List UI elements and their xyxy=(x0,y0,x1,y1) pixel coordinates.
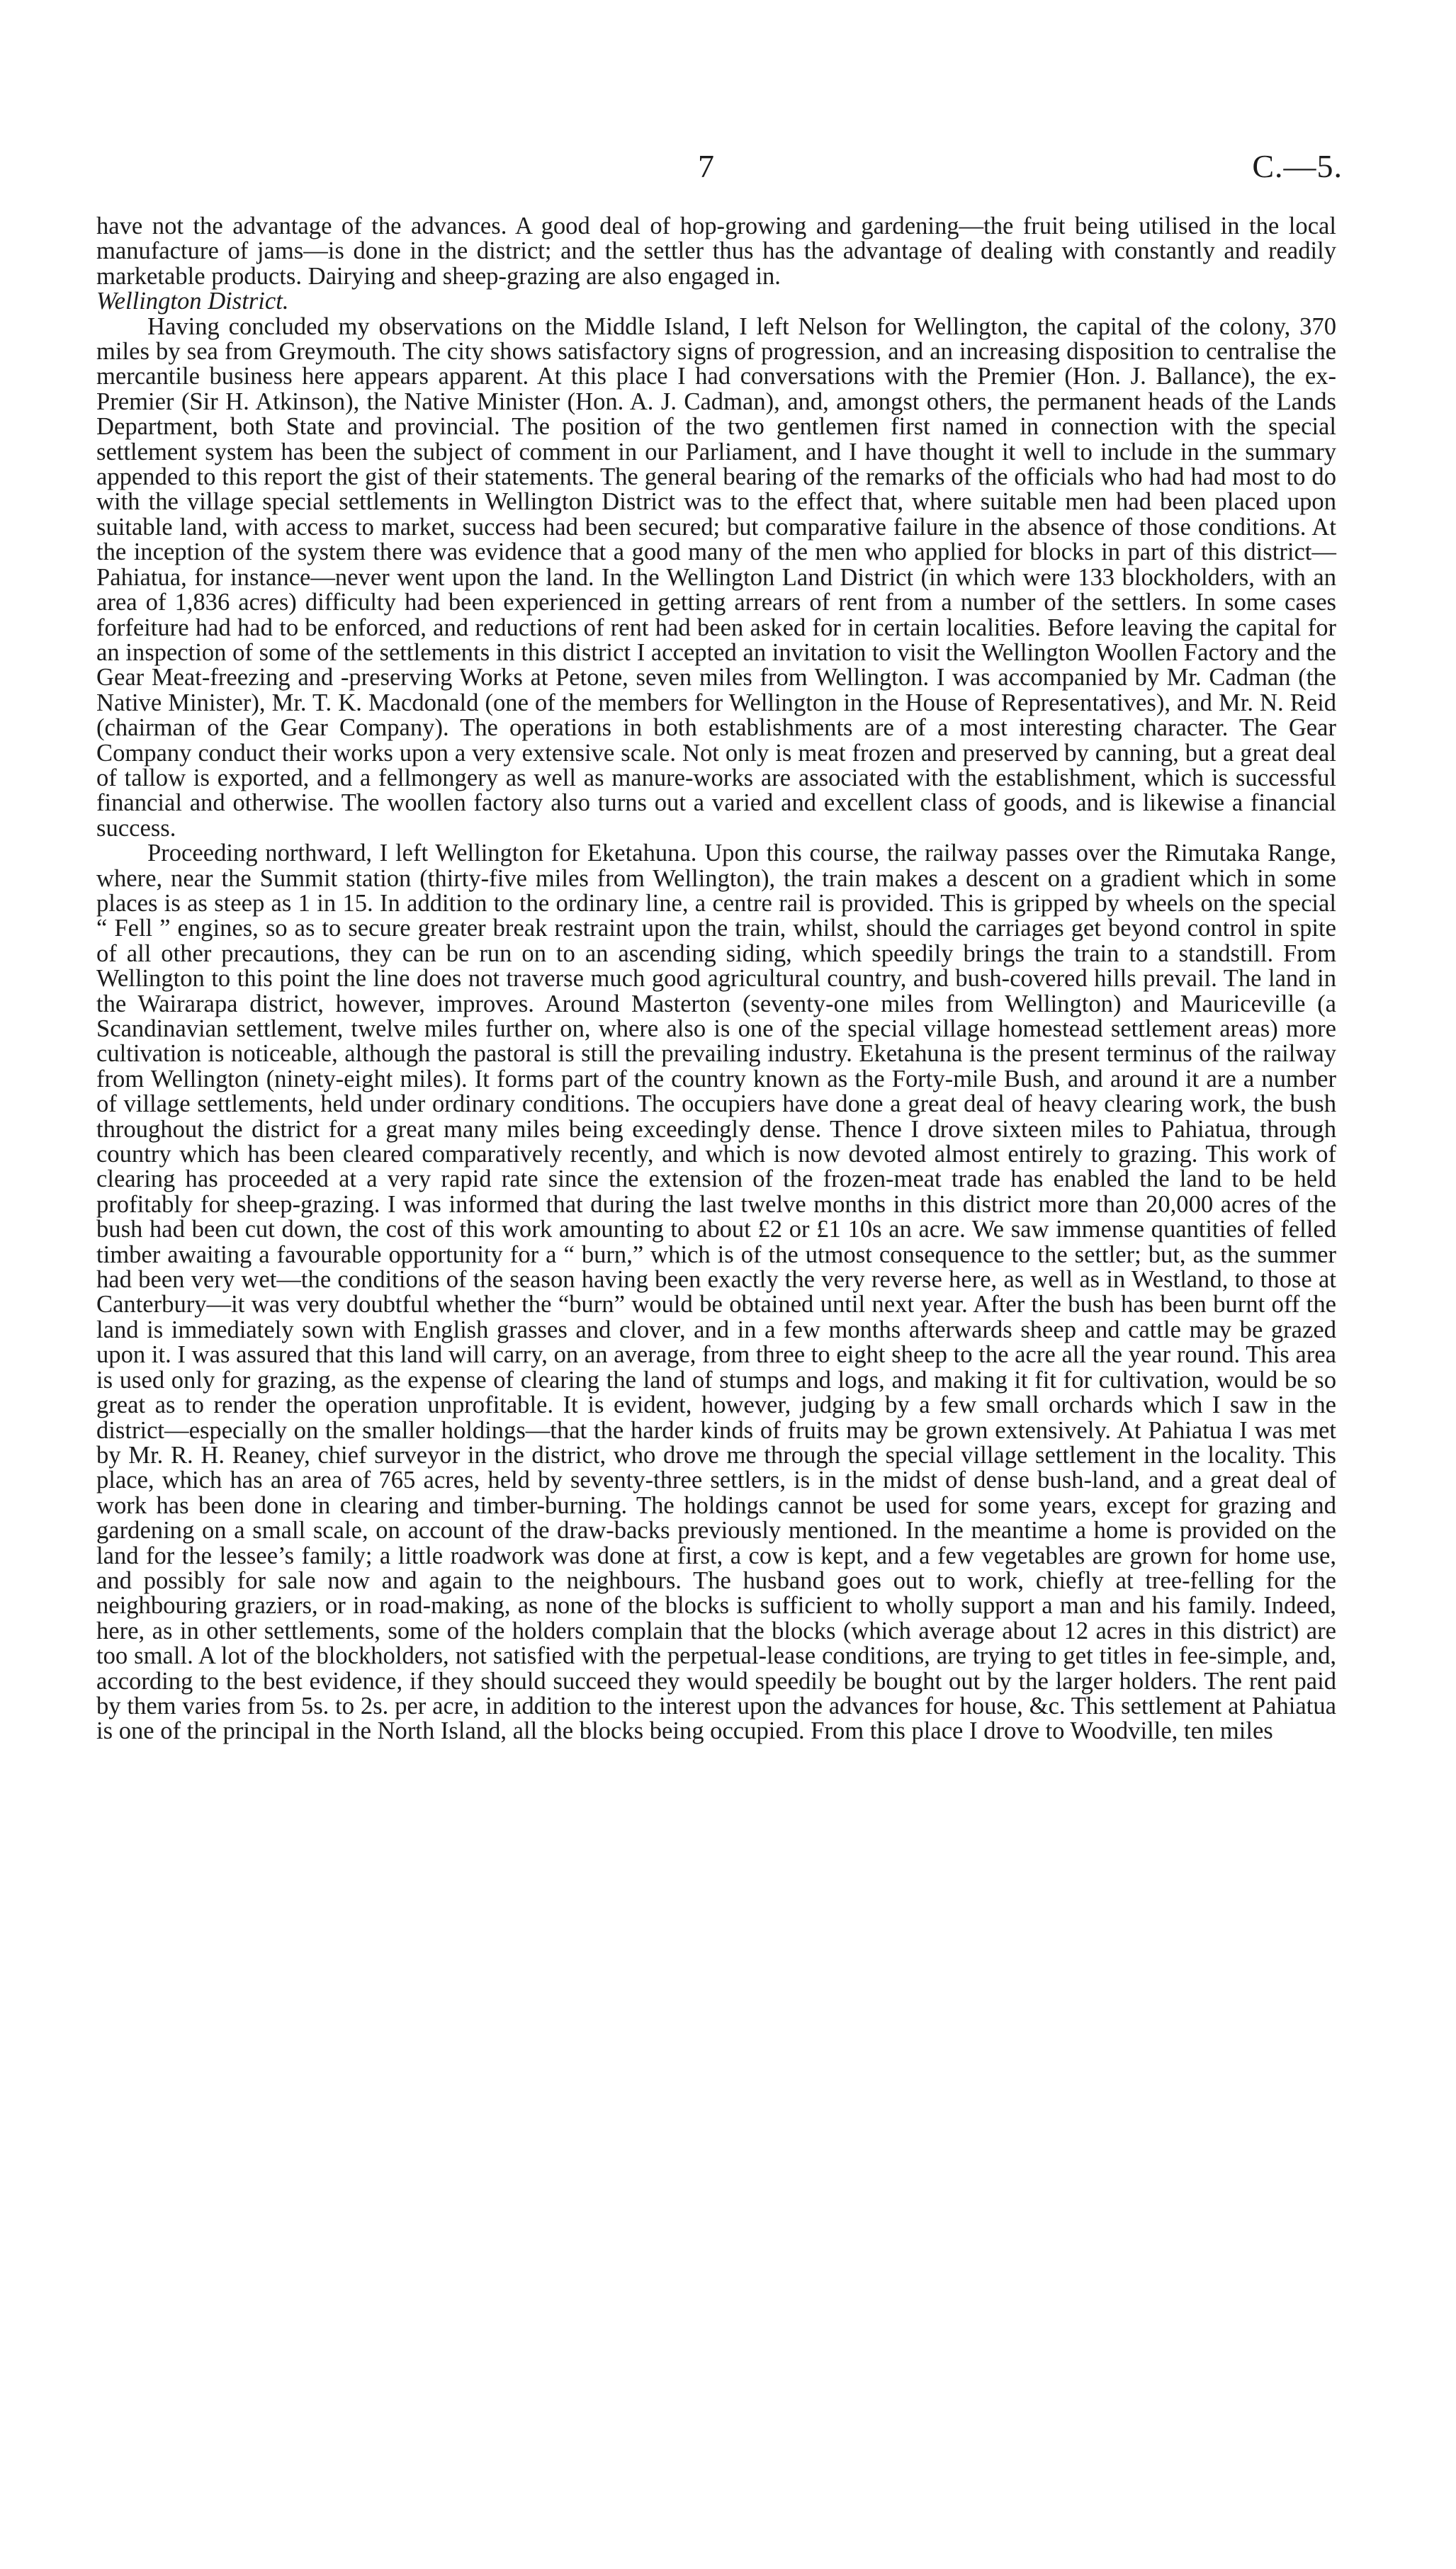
page-number: 7 xyxy=(698,148,714,184)
paragraph-northward: Proceeding northward, I left Wellington for Eketahuna. Upon this course, the railway passes over the Rimutaka Range, where, near the Summit station (thirty-five miles from Wellington), the train makes a descent on a gradient which in some places is as steep as 1 in 15. In addition to the ordinary line, a centre rail is provided. This is gripped by wheels on the special “ Fell ” engines, so as to secure greater break restraint upon the train, whilst, should the carriages get beyond control in spite of all other precautions, they can be run on to an ascending siding, which speedily brings the train to a standstill. From Wellington to this point the line does not traverse much good agricultural country, and bush-covered hills prevail. The land in the Wairarapa district, however, improves. Around Masterton (seventy-one miles from Wellington) and Mauriceville (a Scandinavian settlement, twelve miles further on, where also is one of the special village homestead settlement areas) more cultivation is noticeable, although the pastoral is still the prevailing industry. Eketahuna is the present terminus of the railway from Wellington (ninety-eight miles). It forms part of the country known as the Forty-mile Bush, and around it are a number of village settlements, held under ordinary conditions. The occupiers have done a great deal of heavy clearing work, the bush throughout the district for a great many miles being exceedingly dense. Thence I drove sixteen miles to Pahiatua, through country which has been cleared comparatively recently, and which is now devoted almost entirely to grazing. This work of clearing has proceeded at a very rapid rate since the extension of the frozen-meat trade has enabled the land to be held profitably for sheep-grazing. I was informed that during the last twelve months in this district more than 20,000 acres of the bush had been cut down, the cost of this work amounting to about £2 or £1 10s an acre. We saw immense quantities of felled timber awaiting a favourable opportunity for a “ burn,” which is of the utmost consequence to the settler; but, as the summer had been very wet—the conditions of the season having been exactly the very reverse here, as well as in Westland, to those at Canterbury—it was very doubtful whether the “burn” would be obtained until next year. After the bush has been burnt off the land is immediately sown with English grasses and clover, and in a few months afterwards sheep and cattle may be grazed upon it. I was assured that this land will carry, on an average, from three to eight sheep to the acre all the year round. This area is used only for grazing, as the expense of clearing the land of stumps and logs, and making it fit for cultivation, would be so great as to render the operation unprofitable. It is evident, however, judging by a few small orchards which I saw in the district—especially on the smaller holdings—that the harder kinds of fruits may be grown extensively. At Pahiatua I was met by Mr. R. H. Reaney, chief surveyor in the district, who drove me through the special village settlement in the locality. This place, which has an area of 765 acres, held by seventy-three settlers, is in the midst of dense bush-land, and a great deal of work has been done in clearing and timber-burning. The holdings cannot be used for some years, except for grazing and gardening on a small scale, on account of the draw-backs previously mentioned. In the meantime a home is provided on the land for the lessee’s family; a little roadwork was done at first, a cow is kept, and a few vegetables are grown for home use, and possibly for sale now and again to the neighbours. The husband goes out to work, chiefly at tree-felling for the neighbouring graziers, or in road-making, as none of the blocks is sufficient to wholly support a man and his family. Indeed, here, as in other settlements, some of the holders complain that the blocks (which average about 12 acres in this district) are too small. A lot of the blockholders, not satisfied with the perpetual-lease conditions, are trying to get titles in fee-simple, and, according to the best evidence, if they should succeed they would speedily be bought out by the larger holders. The rent paid by them varies from 5s. to 2s. per acre, in addition to the interest upon the advances for house, &c. This settlement at Pahiatua is one of the principal in the North Island, all the blocks being occupied. From this place I drove to Woodville, ten miles xyxy=(96,840,1336,1745)
paragraph-wellington: Having concluded my observations on the Middle Island, I left Nelson for Wellington, the capital of the colony, 370 miles by sea from Greymouth. The city shows satisfactory signs of progression, and an increasing disposition to centralise the mercantile business here appears apparent. At this place I had conversations with the Premier (Hon. J. Ballance), the ex-Premier (Sir H. Atkinson), the Native Minister (Hon. A. J. Cadman), and, amongst others, the permanent heads of the Lands Department, both State and provincial. The position of the two gentlemen first named in connection with the special settlement system has been the subject of comment in our Parliament, and I have thought it well to include in the summary appended to this report the gist of their statements. The general bearing of the remarks of the officials who had had most to do with the village special settlements in Wellington District was to the effect that, where suitable men had been placed upon suitable land, with access to market, success had been secured; but comparative failure in the absence of those conditions. At the inception of the system there was evidence that a good many of the men who applied for blocks in part of this district—Pahiatua, for instance—never went upon the land. In the Wellington Land District (in which were 133 blockholders, with an area of 1,836 acres) difficulty had been experienced in getting arrears of rent from a number of the settlers. In some cases forfeiture had had to be enforced, and reductions of rent had been asked for in certain localities. Before leaving the capital for an inspection of some of the settlements in this district I accepted an invitation to visit the Wellington Woollen Factory and the Gear Meat-freezing and -preserving Works at Petone, seven miles from Wellington. I was accompanied by Mr. Cadman (the Native Minister), Mr. T. K. Macdonald (one of the members for Wellington in the House of Representatives), and Mr. N. Reid (chairman of the Gear Company). The operations in both establishments are of a most interesting character. The Gear Company conduct their works upon a very extensive scale. Not only is meat frozen and preserved by canning, but a great deal of tallow is exported, and a fellmongery as well as manure-works are associated with the establishment, which is successful financial and otherwise. The woollen factory also turns out a varied and excellent class of goods, and is likewise a financial success. xyxy=(96,312,1336,842)
paragraph-continued: have not the advantage of the advances. A good deal of hop-growing and gardening—the fruit being utilised in the local manufacture of jams—is done in the district; and the settler thus has the advantage of dealing with constantly and readily marketable products. Dairying and sheep-grazing are also engaged in. xyxy=(96,213,1336,290)
document-reference: C.—5. xyxy=(1252,148,1343,184)
section-title: Wellington District. xyxy=(96,288,289,315)
page-body xyxy=(96,214,1336,1744)
